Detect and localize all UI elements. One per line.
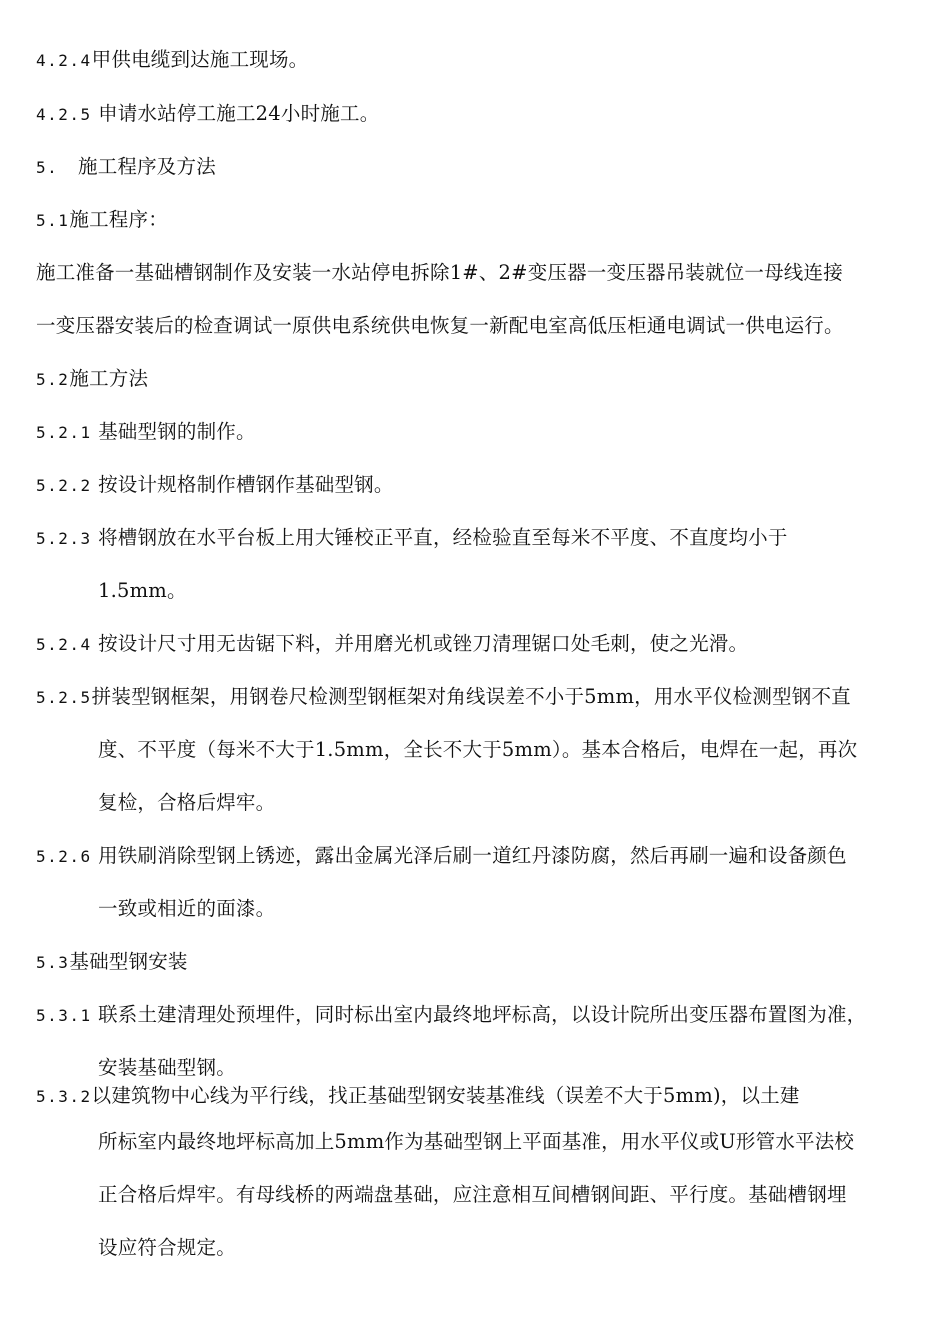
paragraph-line xyxy=(98,1183,847,1207)
paragraph-line xyxy=(36,844,847,869)
line-text: 安装基础型钢。 xyxy=(98,1056,236,1079)
line-text: 申请水站停工施工24小时施工。 xyxy=(98,102,380,125)
clause-number: 5.3.1 xyxy=(36,1006,92,1025)
line-text: 按设计尺寸用无齿锯下料，并用磨光机或锉刀清理锯口处毛刺，使之光滑。 xyxy=(98,632,749,655)
paragraph-line xyxy=(98,897,275,921)
clause-number: 5.2.3 xyxy=(36,529,92,548)
clause-number: 4.2.5 xyxy=(36,105,92,124)
section-heading xyxy=(36,155,216,180)
line-text: 正合格后焊牢。有母线桥的两端盘基础，应注意相互间槽钢间距、平行度。基础槽钢埋 xyxy=(98,1183,847,1206)
line-text: 施工准备一基础槽钢制作及安装一水站停电拆除1#、2#变压器一变压器吊装就位一母线连接 xyxy=(36,261,843,284)
line-text: 一变压器安装后的检查调试一原供电系统供电恢复一新配电室高低压柜通电调试一供电运行。 xyxy=(36,314,844,337)
paragraph-line xyxy=(36,314,844,338)
paragraph-line xyxy=(98,791,275,815)
line-text: 一致或相近的面漆。 xyxy=(98,897,276,920)
paragraph-line xyxy=(36,208,168,233)
paragraph-line xyxy=(98,1056,236,1080)
clause-number: 5.2.6 xyxy=(36,847,92,866)
clause-number: 5.2.1 xyxy=(36,423,92,442)
paragraph-line xyxy=(36,473,394,498)
line-text: 拼装型钢框架，用钢卷尺检测型钢框架对角线误差不小于5mm，用水平仪检测型钢不直 xyxy=(91,685,851,708)
clause-number: 4.2.4 xyxy=(36,51,92,70)
paragraph-line xyxy=(36,367,148,392)
paragraph-line xyxy=(98,738,857,762)
paragraph-line xyxy=(36,632,748,657)
clause-number: 5.2.4 xyxy=(36,635,92,654)
clause-number: 5.2.2 xyxy=(36,476,92,495)
line-text: 按设计规格制作槽钢作基础型钢。 xyxy=(98,473,394,496)
line-text: 1.5mm。 xyxy=(98,579,187,602)
line-text: 度、不平度（每米不大于1.5mm，全长不大于5mm）。基本合格后，电焊在一起，再次 xyxy=(98,738,858,761)
line-text: 基础型钢安装 xyxy=(69,950,188,973)
line-text: 以建筑物中心线为平行线，找正基础型钢安装基准线（误差不大于5mm)，以土建 xyxy=(91,1084,800,1107)
line-text: 将槽钢放在水平台板上用大锤校正平直，经检验直至每米不平度、不直度均小于 xyxy=(98,526,788,549)
clause-number: 5.2 xyxy=(36,370,70,389)
clause-number: 5.3.2 xyxy=(36,1087,92,1106)
clause-number: 5.2.5 xyxy=(36,688,92,707)
paragraph-line xyxy=(98,579,187,603)
paragraph-line xyxy=(36,950,188,975)
paragraph-line xyxy=(36,261,843,285)
line-text: 基础型钢的制作。 xyxy=(98,420,256,443)
paragraph-line xyxy=(36,685,851,710)
line-text: 所标室内最终地坪标高加上5mm作为基础型钢上平面基准，用水平仪或U形管水平法校 xyxy=(98,1130,855,1153)
clause-number: 5. xyxy=(36,158,59,177)
clause-number: 5.3 xyxy=(36,953,70,972)
line-text: 施工方法 xyxy=(69,367,149,390)
paragraph-line xyxy=(36,102,379,127)
line-text: 用铁刷消除型钢上锈迹，露出金属光泽后刷一道红丹漆防腐，然后再刷一遍和设备颜色 xyxy=(98,844,847,867)
clause-number: 5.1 xyxy=(36,211,70,230)
line-text: 联系土建清理处预埋件，同时标出室内最终地坪标高，以设计院所出变压器布置图为准， xyxy=(98,1003,867,1026)
line-text: 甲供电缆到达施工现场。 xyxy=(91,48,309,71)
line-text: 复检，合格后焊牢。 xyxy=(98,791,276,814)
line-text: 设应符合规定。 xyxy=(98,1236,236,1259)
paragraph-line xyxy=(36,1003,866,1028)
line-text: 施工程序及方法 xyxy=(78,155,216,178)
paragraph-line xyxy=(36,48,308,73)
paragraph-line xyxy=(36,526,788,551)
paragraph-line xyxy=(36,420,256,445)
paragraph-line xyxy=(98,1236,236,1260)
paragraph-line xyxy=(36,1084,800,1109)
paragraph-line xyxy=(98,1130,854,1154)
line-text: 施工程序： xyxy=(69,208,168,231)
